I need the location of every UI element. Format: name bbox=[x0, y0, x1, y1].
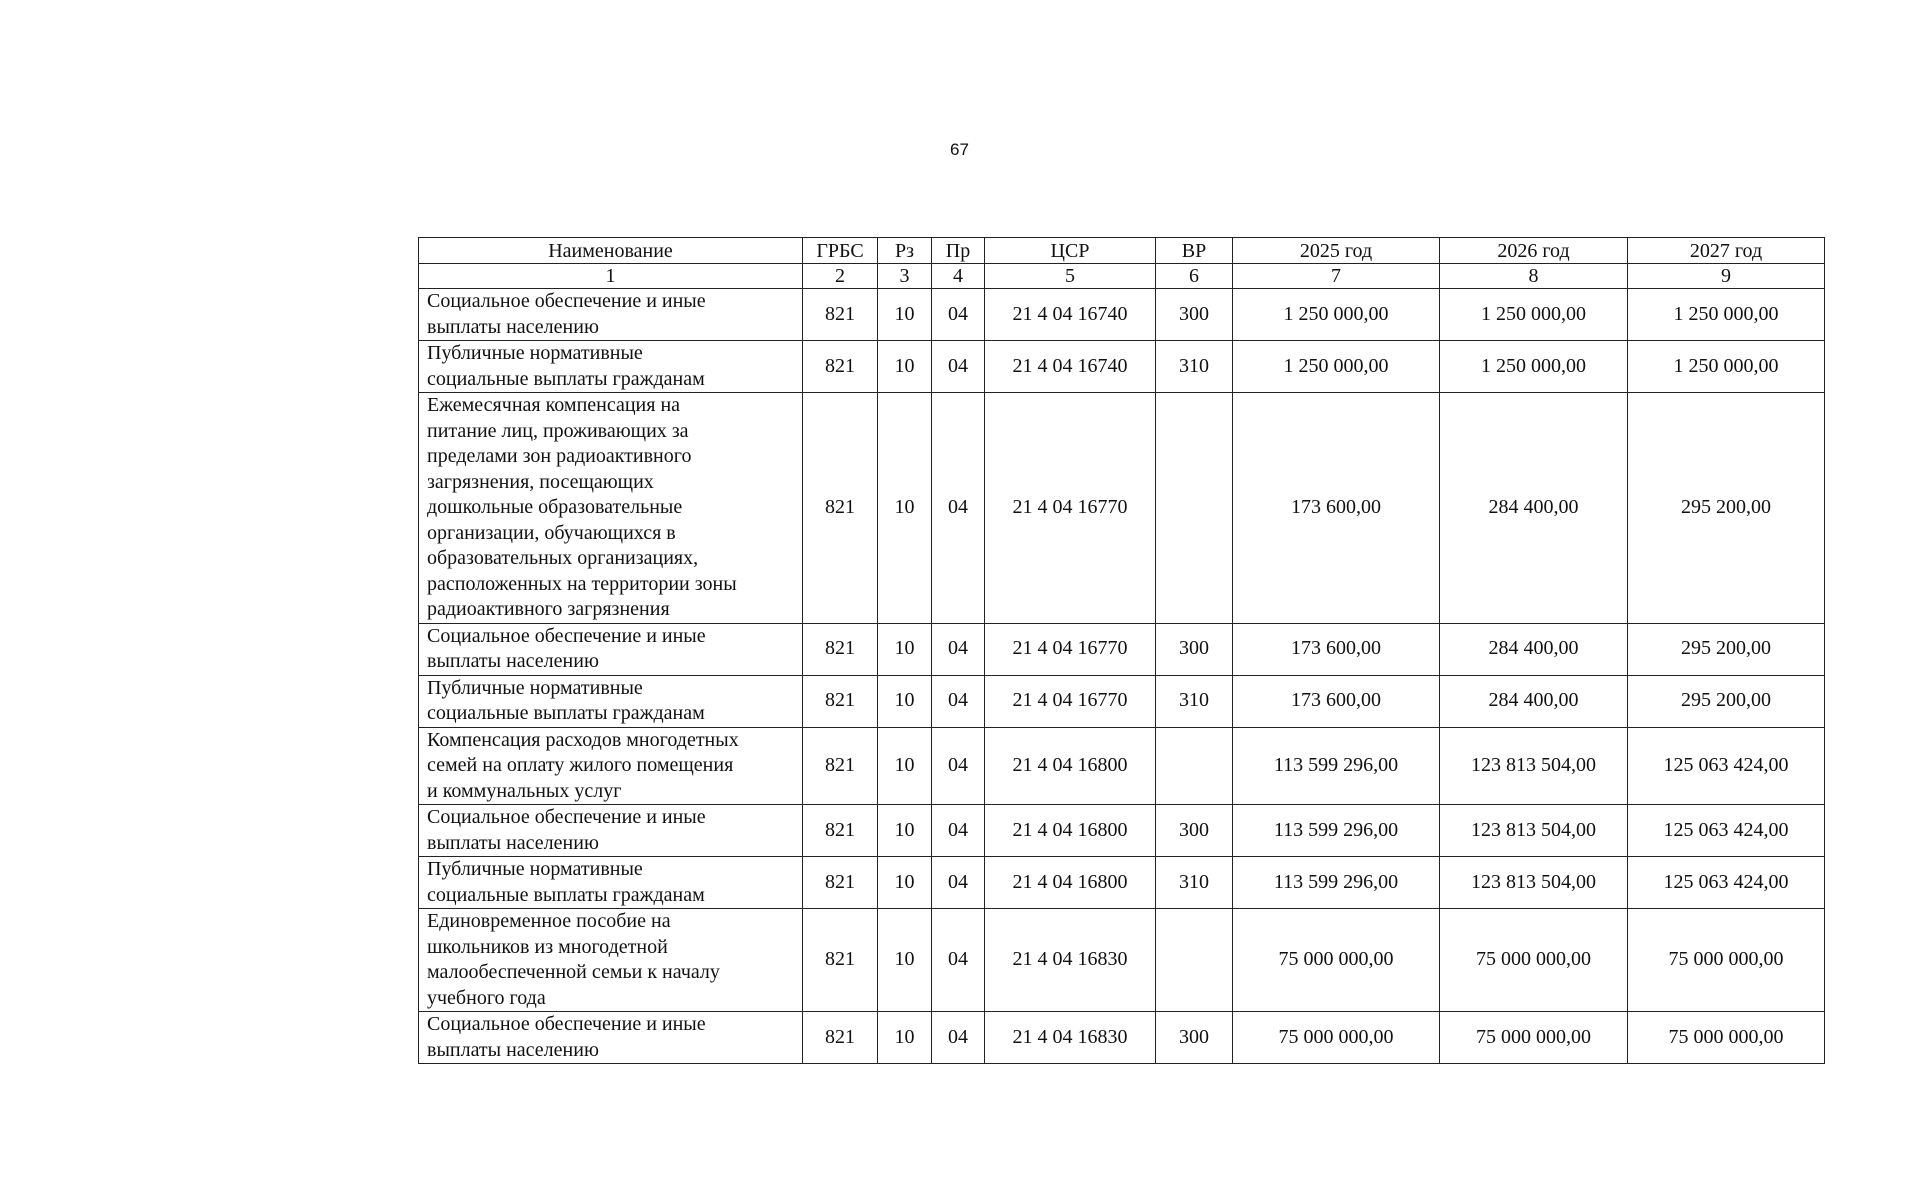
row-amount-2027: 125 063 424,00 bbox=[1628, 857, 1825, 909]
row-rz: 10 bbox=[878, 623, 932, 675]
row-amount-2025: 113 599 296,00 bbox=[1233, 727, 1440, 805]
row-vr: 300 bbox=[1156, 623, 1233, 675]
row-pr: 04 bbox=[932, 675, 985, 727]
row-name: Публичные нормативные социальные выплаты гражданам bbox=[419, 675, 803, 727]
header-2026: 2026 год bbox=[1440, 238, 1628, 264]
row-grbs: 821 bbox=[803, 805, 878, 857]
row-amount-2025: 1 250 000,00 bbox=[1233, 289, 1440, 341]
header-rz: Рз bbox=[878, 238, 932, 264]
row-csr: 21 4 04 16800 bbox=[985, 805, 1156, 857]
page-number: 67 bbox=[950, 140, 969, 159]
row-pr: 04 bbox=[932, 727, 985, 805]
column-number: 9 bbox=[1628, 264, 1825, 289]
row-amount-2027: 75 000 000,00 bbox=[1628, 1012, 1825, 1064]
row-amount-2025: 173 600,00 bbox=[1233, 675, 1440, 727]
row-amount-2026: 75 000 000,00 bbox=[1440, 1012, 1628, 1064]
row-rz: 10 bbox=[878, 289, 932, 341]
row-vr bbox=[1156, 909, 1233, 1012]
column-number: 2 bbox=[803, 264, 878, 289]
row-amount-2025: 113 599 296,00 bbox=[1233, 857, 1440, 909]
header-csr: ЦСР bbox=[985, 238, 1156, 264]
header-vr: ВР bbox=[1156, 238, 1233, 264]
row-csr: 21 4 04 16740 bbox=[985, 341, 1156, 393]
row-csr: 21 4 04 16770 bbox=[985, 393, 1156, 624]
row-csr: 21 4 04 16800 bbox=[985, 727, 1156, 805]
row-name: Социальное обеспечение и иные выплаты населению bbox=[419, 805, 803, 857]
header-2025: 2025 год bbox=[1233, 238, 1440, 264]
row-rz: 10 bbox=[878, 1012, 932, 1064]
row-amount-2027: 1 250 000,00 bbox=[1628, 341, 1825, 393]
table-row bbox=[419, 909, 1825, 1012]
row-pr: 04 bbox=[932, 393, 985, 624]
header-pr: Пр bbox=[932, 238, 985, 264]
row-grbs: 821 bbox=[803, 727, 878, 805]
row-rz: 10 bbox=[878, 857, 932, 909]
column-number: 3 bbox=[878, 264, 932, 289]
row-pr: 04 bbox=[932, 623, 985, 675]
row-amount-2026: 123 813 504,00 bbox=[1440, 727, 1628, 805]
row-amount-2026: 284 400,00 bbox=[1440, 623, 1628, 675]
row-grbs: 821 bbox=[803, 623, 878, 675]
row-pr: 04 bbox=[932, 341, 985, 393]
row-grbs: 821 bbox=[803, 675, 878, 727]
row-pr: 04 bbox=[932, 909, 985, 1012]
row-vr: 310 bbox=[1156, 675, 1233, 727]
row-csr: 21 4 04 16800 bbox=[985, 857, 1156, 909]
row-csr: 21 4 04 16770 bbox=[985, 623, 1156, 675]
row-amount-2025: 173 600,00 bbox=[1233, 393, 1440, 624]
row-pr: 04 bbox=[932, 1012, 985, 1064]
row-amount-2026: 75 000 000,00 bbox=[1440, 909, 1628, 1012]
column-number: 8 bbox=[1440, 264, 1628, 289]
row-grbs: 821 bbox=[803, 909, 878, 1012]
row-csr: 21 4 04 16770 bbox=[985, 675, 1156, 727]
row-name: Единовременное пособие на школьников из многодетной малообеспеченной семьи к началу учебного года bbox=[419, 909, 803, 1012]
column-number: 6 bbox=[1156, 264, 1233, 289]
row-grbs: 821 bbox=[803, 393, 878, 624]
row-vr bbox=[1156, 727, 1233, 805]
row-vr: 310 bbox=[1156, 341, 1233, 393]
row-rz: 10 bbox=[878, 805, 932, 857]
row-vr: 300 bbox=[1156, 805, 1233, 857]
row-name: Социальное обеспечение и иные выплаты населению bbox=[419, 623, 803, 675]
column-number-row bbox=[419, 264, 1825, 289]
budget-table bbox=[418, 237, 1825, 1064]
header-name: Наименование bbox=[419, 238, 803, 264]
row-amount-2025: 1 250 000,00 bbox=[1233, 341, 1440, 393]
header-row bbox=[419, 238, 1825, 264]
row-amount-2027: 125 063 424,00 bbox=[1628, 727, 1825, 805]
table-row bbox=[419, 341, 1825, 393]
row-csr: 21 4 04 16830 bbox=[985, 909, 1156, 1012]
row-amount-2027: 125 063 424,00 bbox=[1628, 805, 1825, 857]
row-name: Публичные нормативные социальные выплаты гражданам bbox=[419, 857, 803, 909]
row-amount-2026: 1 250 000,00 bbox=[1440, 341, 1628, 393]
table-row bbox=[419, 289, 1825, 341]
row-pr: 04 bbox=[932, 857, 985, 909]
row-amount-2025: 75 000 000,00 bbox=[1233, 1012, 1440, 1064]
row-amount-2026: 123 813 504,00 bbox=[1440, 805, 1628, 857]
row-rz: 10 bbox=[878, 909, 932, 1012]
row-grbs: 821 bbox=[803, 1012, 878, 1064]
row-amount-2027: 295 200,00 bbox=[1628, 623, 1825, 675]
table-row bbox=[419, 393, 1825, 624]
table-row bbox=[419, 805, 1825, 857]
row-amount-2026: 284 400,00 bbox=[1440, 393, 1628, 624]
row-rz: 10 bbox=[878, 727, 932, 805]
row-name: Ежемесячная компенсация на питание лиц, проживающих за пределами зон радиоактивного загрязнения, посещающих дошкольные образовательные организации, обучающихся в образовательных организациях, расположенных на территории зоны радиоактивного загрязнения bbox=[419, 393, 803, 624]
row-vr: 310 bbox=[1156, 857, 1233, 909]
column-number: 1 bbox=[419, 264, 803, 289]
row-amount-2026: 1 250 000,00 bbox=[1440, 289, 1628, 341]
row-name: Компенсация расходов многодетных семей на оплату жилого помещения и коммунальных услуг bbox=[419, 727, 803, 805]
row-grbs: 821 bbox=[803, 289, 878, 341]
table-row bbox=[419, 623, 1825, 675]
table-row bbox=[419, 727, 1825, 805]
column-number: 5 bbox=[985, 264, 1156, 289]
row-amount-2027: 295 200,00 bbox=[1628, 675, 1825, 727]
row-rz: 10 bbox=[878, 393, 932, 624]
column-number: 7 bbox=[1233, 264, 1440, 289]
row-grbs: 821 bbox=[803, 341, 878, 393]
table-row bbox=[419, 1012, 1825, 1064]
column-number: 4 bbox=[932, 264, 985, 289]
table-row bbox=[419, 675, 1825, 727]
row-amount-2026: 123 813 504,00 bbox=[1440, 857, 1628, 909]
row-vr: 300 bbox=[1156, 1012, 1233, 1064]
row-grbs: 821 bbox=[803, 857, 878, 909]
row-name: Социальное обеспечение и иные выплаты населению bbox=[419, 289, 803, 341]
row-vr: 300 bbox=[1156, 289, 1233, 341]
row-rz: 10 bbox=[878, 675, 932, 727]
table-row bbox=[419, 857, 1825, 909]
row-csr: 21 4 04 16830 bbox=[985, 1012, 1156, 1064]
row-amount-2027: 1 250 000,00 bbox=[1628, 289, 1825, 341]
row-amount-2027: 75 000 000,00 bbox=[1628, 909, 1825, 1012]
row-rz: 10 bbox=[878, 341, 932, 393]
row-pr: 04 bbox=[932, 805, 985, 857]
row-name: Социальное обеспечение и иные выплаты населению bbox=[419, 1012, 803, 1064]
row-amount-2026: 284 400,00 bbox=[1440, 675, 1628, 727]
row-name: Публичные нормативные социальные выплаты гражданам bbox=[419, 341, 803, 393]
row-amount-2025: 75 000 000,00 bbox=[1233, 909, 1440, 1012]
row-amount-2027: 295 200,00 bbox=[1628, 393, 1825, 624]
row-vr bbox=[1156, 393, 1233, 624]
header-2027: 2027 год bbox=[1628, 238, 1825, 264]
row-csr: 21 4 04 16740 bbox=[985, 289, 1156, 341]
row-amount-2025: 173 600,00 bbox=[1233, 623, 1440, 675]
header-grbs: ГРБС bbox=[803, 238, 878, 264]
row-pr: 04 bbox=[932, 289, 985, 341]
row-amount-2025: 113 599 296,00 bbox=[1233, 805, 1440, 857]
